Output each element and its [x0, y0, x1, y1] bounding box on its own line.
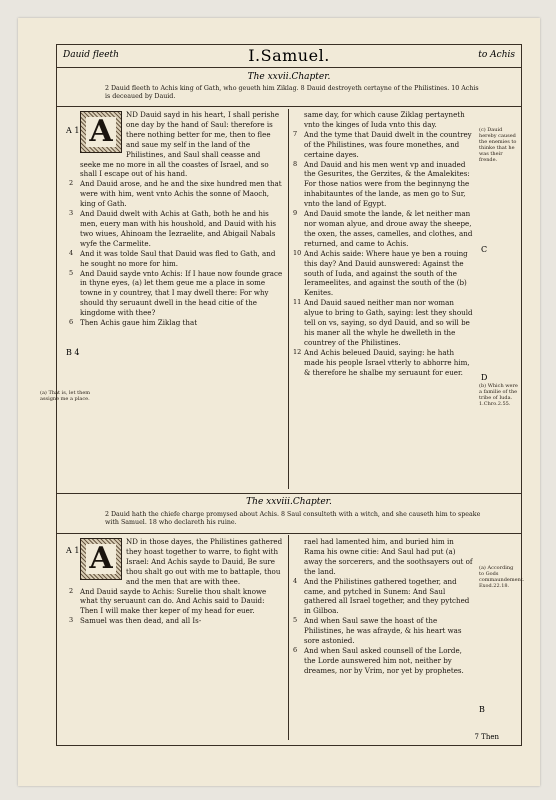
verse-number [293, 110, 304, 130]
verse-text: And Achis beleued Dauid, saying: he hath made his people Israel vtterly to abhorre him, & therefore he shalbe my seruaunt for euer. [304, 347, 470, 377]
verse-text: And it was tolde Saul that Dauid was fled to Gath, and he sought no more for him. [80, 248, 276, 268]
verse-text: And when Saul asked counsell of the Lorde, the Lorde aunswered him not, neither by dreames, nor by Vrim, nor yet by prophetes. [304, 645, 464, 675]
ch27-verse [293, 298, 475, 348]
verse-text-body: ND Dauid sayd in his heart, I shall perishe one day by the hand of Saul: therefore is there nothing better for me, then to flee and saue my self in the land of the Philistines, and Saul shall ceasse and seeke me no more in all the coastes of Israel, and so shall I escape out of his hand. [80, 110, 280, 179]
verse-number: 2 [69, 179, 74, 188]
ch28-verse [293, 616, 475, 646]
ch27-verse [293, 249, 475, 299]
ch27-verse [293, 110, 475, 130]
verse-text [80, 110, 283, 179]
verse-number: 7 [293, 129, 298, 138]
margin-letter-c: C [481, 245, 488, 254]
verse-number: 9 [293, 209, 298, 218]
verse-text: And when Saul sawe the hoast of the Philistines, he was afrayde, & his heart was sore astonied. [304, 616, 462, 646]
verse-text: And Dauid sayde to Achis: Surelie thou shalt knowe what thy seruaunt can do. And Achis said to Dauid: Then I will make ther keper of my head for euer. [80, 586, 267, 616]
ch27-verse [293, 160, 475, 210]
catchword: 7 Then [474, 733, 499, 741]
ornamental-initial [80, 538, 122, 580]
bible-page [18, 18, 540, 786]
margin-letter-b4: B 4 [66, 348, 80, 357]
verse-text: And the tyme that Dauid dwelt in the countrey of the Philistines, was foure monethes, and certaine dayes. [304, 129, 472, 159]
text-frame [56, 44, 525, 746]
running-head [57, 45, 521, 68]
margin-note-b: (b) Which were a familie of the tribe of Iuda. 1.Chro.2.55. [479, 383, 518, 407]
ch27-verse [69, 249, 283, 269]
ch28-verse [293, 537, 475, 577]
verse-text: same day, for which cause Ziklag pertayneth vnto the kinges of Iuda vnto this day. [304, 110, 465, 129]
ch27-verse [293, 130, 475, 160]
running-head-right: to Achis [478, 50, 515, 60]
verse-number [69, 537, 80, 587]
verse-number: 6 [69, 318, 74, 327]
ch28-verse [293, 577, 475, 617]
verse-number: 4 [293, 576, 298, 585]
ch28-verse [69, 537, 283, 587]
margin-note-a: (a) That is, let them assigne me a place. [40, 390, 91, 402]
ch28-verse [69, 587, 283, 617]
chapter-27-column-right [293, 110, 475, 377]
ch28-verse [69, 616, 283, 626]
verse-text: And Dauid sayde vnto Achis: If I haue now founde grace in thyne eyes, (a) let them geue me a place in some towne in y countrey, that I may dwell there: For why should thy seruaunt dwell in the head citie of the kingdome with thee? [80, 268, 283, 318]
initial-letter: A [86, 544, 115, 574]
verse-number: 3 [69, 616, 74, 625]
verse-text: Samuel was then dead, and all Is- [80, 616, 202, 626]
verse-text: And the Philistines gathered together, and came, and pytched in Sunem: And Saul gathered all Israel together, and they pytched in Gilboa. [304, 576, 470, 616]
verse-text: And Dauid and his men went vp and inuaded the Gesurites, the Gerzites, & the Amalekites: For those natios were from the beginnyng the inhabitauntes of the lande, as men go to Sur, vnto the land of Egypt. [304, 159, 470, 209]
chapter-27-heading: The xxvii.Chapter. [247, 72, 331, 82]
margin-letter-a1-ch28: A 1 [66, 546, 80, 555]
chapter-28-heading: The xxviii.Chapter. [246, 497, 332, 507]
ch27-verse [69, 110, 283, 179]
column-divider-2 [288, 535, 289, 740]
running-head-left: Dauid fleeth [63, 50, 119, 60]
verse-text: rael had lamented him, and buried him in Rama his owne citie: And Saul had put (a) away the sorcerers, and the soothsayers out of the land. [304, 537, 473, 576]
chapter-27-summary: 2 Dauid fleeth to Achis king of Gath, who geueth him Ziklag. 8 Dauid destroyeth certayne of the Philistines. 10 Achis is deceaued by Dauid. [105, 85, 479, 100]
verse-number: 5 [69, 268, 74, 277]
verse-text-body: ND in those dayes, the Philistines gathered they hoast together to warre, to fight with Israel: And Achis sayde to Dauid, Be sure thou shalt go out with me to battaple, thou and the men that are with thee. [126, 537, 283, 586]
rule-ch28-top [57, 493, 521, 494]
ornamental-initial [80, 111, 122, 153]
ch27-verse [293, 209, 475, 249]
chapter-28-summary: 2 Dauid hath the chiefe charge promysed about Achis. 8 Saul consulteth with a witch, and she causeth him to speake with Samuel. 18 who declareth his ruine. [105, 511, 481, 526]
rule-ch27-top [57, 106, 521, 107]
verse-number: 10 [293, 248, 302, 257]
column-divider [288, 109, 289, 489]
margin-note-a2: (a) According to Gods commaundement. Exod.22.18. [479, 565, 525, 589]
ch27-verse [69, 179, 283, 209]
verse-number: 2 [69, 586, 74, 595]
verse-text [80, 537, 283, 587]
margin-letter-b: B [479, 705, 485, 714]
verse-text: Then Achis gaue him Ziklag that [80, 318, 198, 328]
verse-number: 5 [293, 616, 298, 625]
margin-letter-a1: A 1 [66, 126, 80, 135]
verse-number: 12 [293, 347, 302, 356]
chapter-28-column-right [293, 537, 475, 676]
book-title: I.Samuel. [248, 46, 330, 65]
ch27-verse [69, 209, 283, 249]
chapter-28-column-left [69, 537, 283, 626]
verse-number: 4 [69, 248, 74, 257]
verse-text: And Dauid arose, and he and the sixe hundred men that were with him, went vnto Achis the sonne of Maoch, king of Gath. [80, 179, 282, 209]
initial-letter: A [86, 117, 115, 147]
verse-number: 6 [293, 645, 298, 654]
verse-text: And Dauid dwelt with Achis at Gath, both he and his men, euery man with his houshold, and Dauid with his two wiues, Ahinoam the Iezraelite, and Abigail Nabals wyfe the Carmelite. [80, 209, 276, 248]
ch28-verse [293, 646, 475, 676]
margin-note-c: (c) Dauid hereby caused the enemies to thinke that he was their frende. [479, 127, 517, 163]
verse-number: 8 [293, 159, 298, 168]
verse-text: And Dauid smote the lande, & let neither man nor woman alyue, and droue away the sheepe, the oxen, the asses, camelles, and clothes, and returned, and came to Achis. [304, 209, 473, 248]
ch27-verse [69, 269, 283, 319]
chapter-27-column-left [69, 110, 283, 328]
verse-text: And Achis saide: Where haue ye ben a rouing this day? And Dauid aunswered: Against the south of Iuda, and against the south of the Ierameelites, and against the south of the (b) Kenites. [304, 248, 468, 298]
rule-ch28-summary [57, 533, 521, 534]
verse-number [69, 110, 80, 179]
margin-letter-d: D [481, 373, 488, 382]
verse-number [293, 537, 304, 577]
ch27-verse [293, 348, 475, 378]
verse-text: And Dauid saued neither man nor woman alyue to bring to Gath, saying: lest they should tell on vs, saying, so dyd Dauid, and so will be his maner all the whyle he dwelleth in the countrey of the Philistines. [304, 298, 473, 347]
ch27-verse [69, 318, 283, 328]
verse-number: 11 [293, 298, 302, 307]
verse-number: 3 [69, 209, 74, 218]
